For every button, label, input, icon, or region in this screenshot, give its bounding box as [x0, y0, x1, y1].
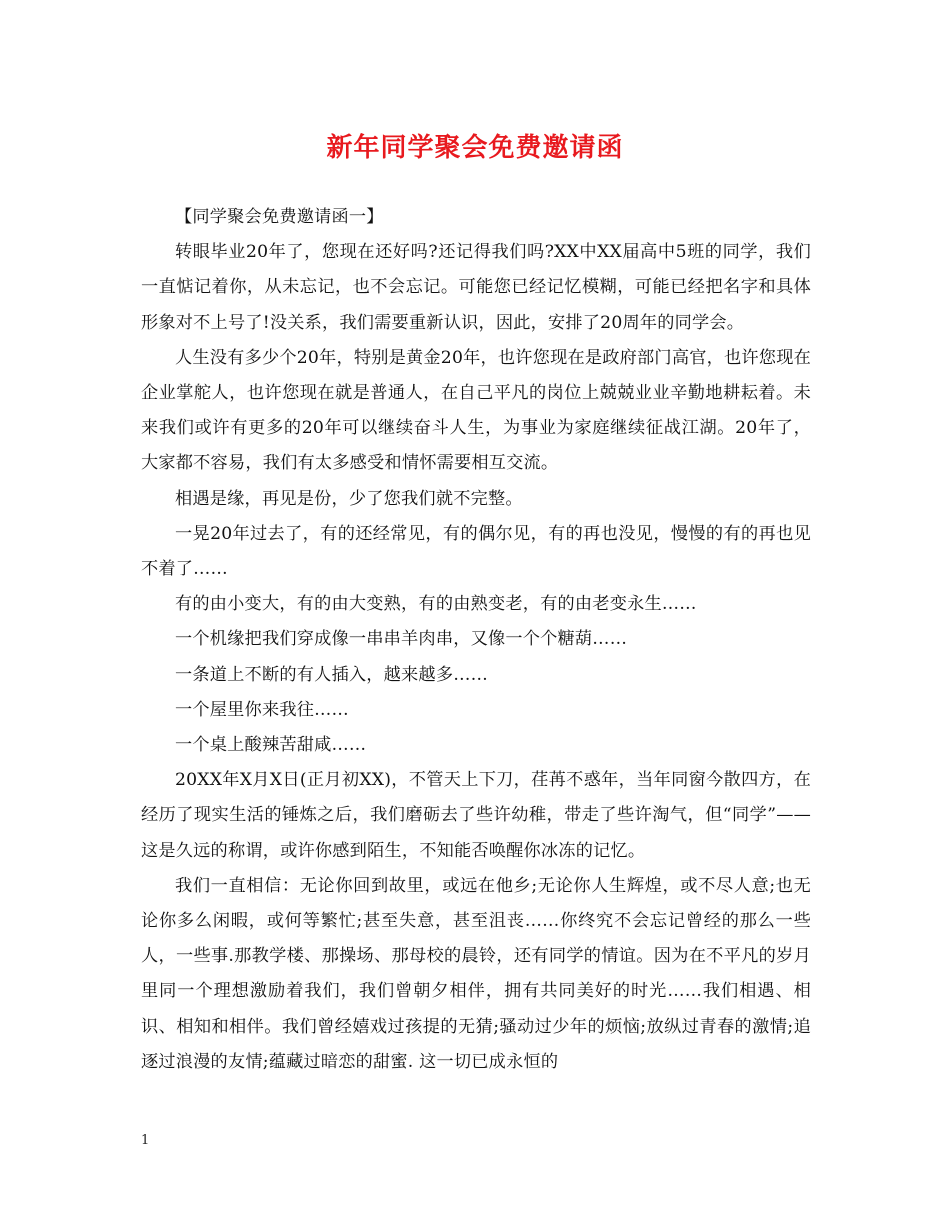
section-heading: 【同学聚会免费邀请函一】 — [175, 207, 384, 227]
paragraph: 一个机缘把我们穿成像一串串羊肉串，又像一个个糖葫…… — [175, 629, 628, 650]
page-number: 1 — [141, 1133, 150, 1148]
paragraph: 20XX年X月X日(正月初XX)，不管天上下刀，荏苒不惑年，当年同窗今散四方，在经历了现实生活的锤炼之后，我们磨砺去了些许幼稚，带走了些许淘气，但“同学”——这是久远的称谓，或许你感到陌生，不知能否唤醒你冰冻的记忆。 — [141, 770, 811, 861]
paragraph: 一个屋里你来我往…… — [175, 699, 349, 720]
document-title: 新年同学聚会免费邀请函 — [326, 133, 624, 163]
paragraph: 有的由小变大，有的由大变熟，有的由熟变老，有的由老变永生…… — [175, 594, 697, 615]
paragraph: 一晃20年过去了，有的还经常见，有的偶尔见，有的再也没见，慢慢的有的再也见不着了…… — [141, 523, 811, 580]
paragraph: 一个桌上酸辣苦甜咸…… — [175, 735, 367, 756]
paragraph: 我们一直相信：无论你回到故里，或远在他乡;无论你人生辉煌，或不尽人意;也无论你多么闲暇，或何等繁忙;甚至失意，甚至沮丧……你终究不会忘记曾经的那么一些人，一些事.那教学楼、那操场、那母校的晨铃，还有同学的情谊。因为在不平凡的岁月里同一个理想激励着我们，我们曾朝夕相伴，拥有共同美好的时光……我们相遇、相识、相知和相伴。我们曾经嬉戏过孩提的无猜;骚动过少年的烦恼;放纵过青春的激情;追逐过浪漫的友情;蕴藏过暗恋的甜蜜. 这一切已成永恒的 — [141, 875, 811, 1072]
document-body — [141, 200, 811, 1080]
paragraph: 一条道上不断的有人插入，越来越多…… — [175, 664, 488, 685]
paragraph: 转眼毕业20年了，您现在还好吗?还记得我们吗?XX中XX届高中5班的同学，我们一直惦记着你，从未忘记，也不会忘记。可能您已经记忆模糊，可能已经把名字和具体形象对不上号了!没关系，我们需要重新认识，因此，安排了20周年的同学会。 — [141, 242, 811, 333]
paragraph: 人生没有多少个20年，特别是黄金20年，也许您现在是政府部门高官，也许您现在企业掌舵人，也许您现在就是普通人，在自己平凡的岗位上兢兢业业辛勤地耕耘着。未来我们或许有更多的20年可以继续奋斗人生，为事业为家庭继续征战江湖。20年了，大家都不容易，我们有太多感受和情怀需要相互交流。 — [141, 347, 811, 474]
paragraph: 相遇是缘，再见是份，少了您我们就不完整。 — [175, 488, 523, 509]
